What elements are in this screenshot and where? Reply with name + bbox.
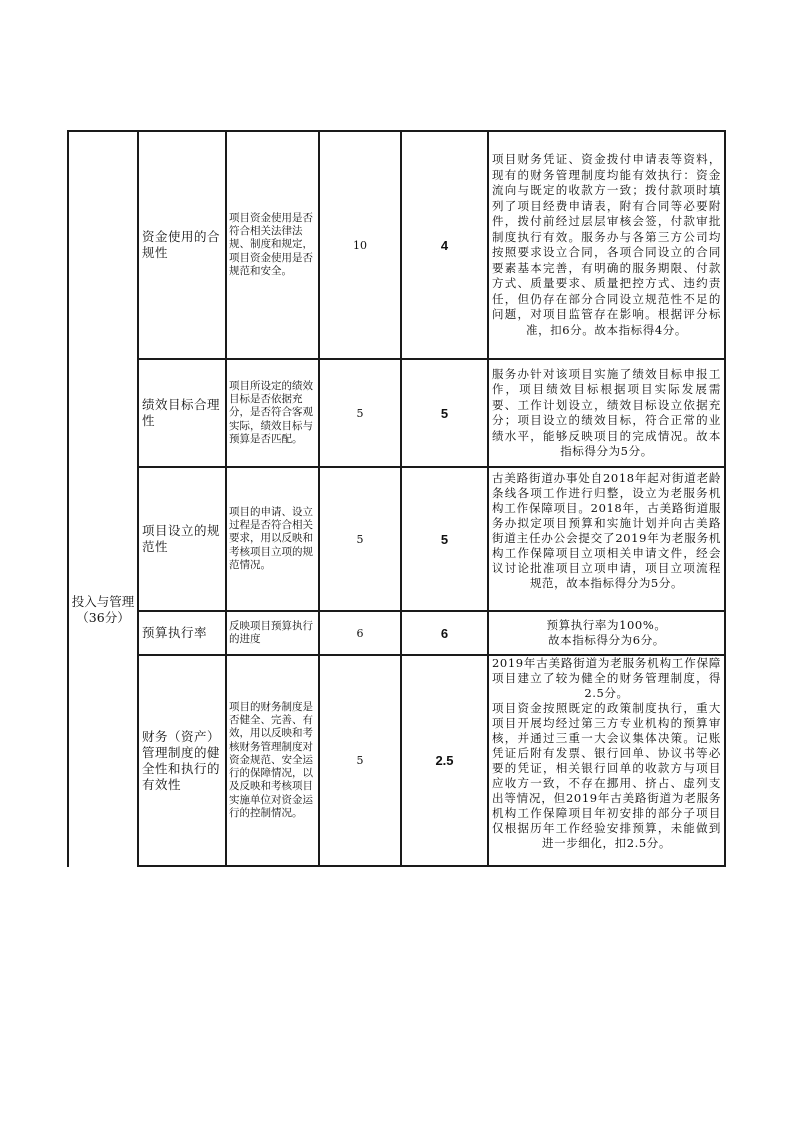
table-border-right	[724, 130, 726, 867]
analysis-paragraph: 2019年古美路街道为老服务机构工作保障项目建立了较为健全的财务管理制度，得2.5分。	[492, 656, 721, 700]
category-label: 投入与管理	[71, 594, 135, 609]
indicator-name: 财务（资产）管理制度的健全性和执行的有效性	[142, 728, 221, 792]
indicator-weight: 10	[353, 238, 367, 252]
indicator-analysis: 服务办针对该项目实施了绩效目标申报工作，项目绩效目标根据项目实际发展需要、工作计划设立，绩效目标设立依据充分；项目设立的绩效目标，符合正常的业绩水平，能够反映项目的完成情况。故本指标得分为5分。	[492, 366, 721, 458]
indicator-analysis	[489, 612, 724, 654]
indicator-score: 5	[440, 405, 449, 421]
indicator-score: 2.5	[435, 753, 454, 768]
category-score-note: （36分）	[76, 610, 130, 625]
indicator-description: 项目资金使用是否符合相关法律法规、制度和规定，项目资金使用是否规范和安全。	[229, 211, 313, 277]
analysis-line: 预算执行率为100%。	[546, 617, 667, 632]
indicator-name: 项目设立的规范性	[142, 523, 221, 554]
indicator-score: 5	[440, 531, 449, 547]
indicator-name: 资金使用的合规性	[142, 229, 221, 260]
analysis-line: 故本指标得分为6分。	[548, 633, 665, 647]
indicator-description: 项目的申请、设立过程是否符合相关要求，用以反映和考核项目立项的规范情况。	[229, 505, 313, 571]
indicator-name: 绩效目标合理性	[142, 397, 221, 428]
indicator-score: 6	[440, 625, 449, 641]
indicator-description: 项目的财务制度是否健全、完善、有效，用以反映和考核财务管理制度对资金规范、安全运行的保障情况，以及反映和考核项目实施单位对资金运行的控制情况。	[229, 701, 313, 819]
indicator-weight: 6	[356, 626, 364, 640]
indicator-description: 反映项目预算执行的进度	[229, 619, 313, 645]
category-cell	[69, 580, 137, 640]
indicator-score: 4	[440, 237, 449, 253]
indicator-analysis: 项目财务凭证、资金拨付申请表等资料，现有的财务管理制度均能有效执行：资金流向与既定的收款方一致；拨付款项时填列了项目经费申请表，附有合同等必要附件，拨付前经过层层审核会签，付款审批制度执行有效。服务办与各第三方公司均按照要求设立合同，各项合同设立的合同要素基本完善，有明确的服务期限、付款方式、质量要求、质量把控方式、违约责任，但仍存在部分合同设立规范性不足的问题，对项目监管存在影响。根据评分标准，扣6分。故本指标得4分。	[492, 152, 721, 337]
table-border-left	[67, 130, 69, 867]
indicator-name: 预算执行率	[142, 625, 208, 640]
indicator-description: 项目所设定的绩效目标是否依据充分，是否符合客观实际，绩效目标与预算是否匹配。	[229, 379, 313, 445]
row-divider-bottom	[137, 865, 726, 867]
indicator-weight: 5	[356, 406, 364, 420]
analysis-paragraph: 项目资金按照既定的政策制度执行，重大项目开展均经过第三方专业机构的预算审核，并通过三重一大会议集体决策。记账凭证后附有发票、银行回单、协议书等必要的凭证，相关银行回单的收款方与项目应收方一致，不存在挪用、挤占、虚列支出等情况，但2019年古美路街道为老服务机构工作保障项目年初安排的部分子项目仅根据历年工作经验安排预算，未能做到进一步细化，扣2.5分。	[492, 701, 721, 850]
indicator-weight: 5	[356, 532, 364, 546]
indicator-analysis	[489, 656, 724, 865]
indicator-analysis: 古美路街道办事处自2018年起对街道老龄条线各项工作进行归整，设立为老服务机构工作保障项目。2018年，古美路街道服务办拟定项目预算和实施计划并向古美路街道主任办公会提交了2019年为老服务机构工作保障项目立项相关申请文件，经会议讨论批准项目立项申请，项目立项流程规范，故本指标得分为5分。	[492, 471, 721, 590]
indicator-weight: 5	[356, 754, 364, 767]
